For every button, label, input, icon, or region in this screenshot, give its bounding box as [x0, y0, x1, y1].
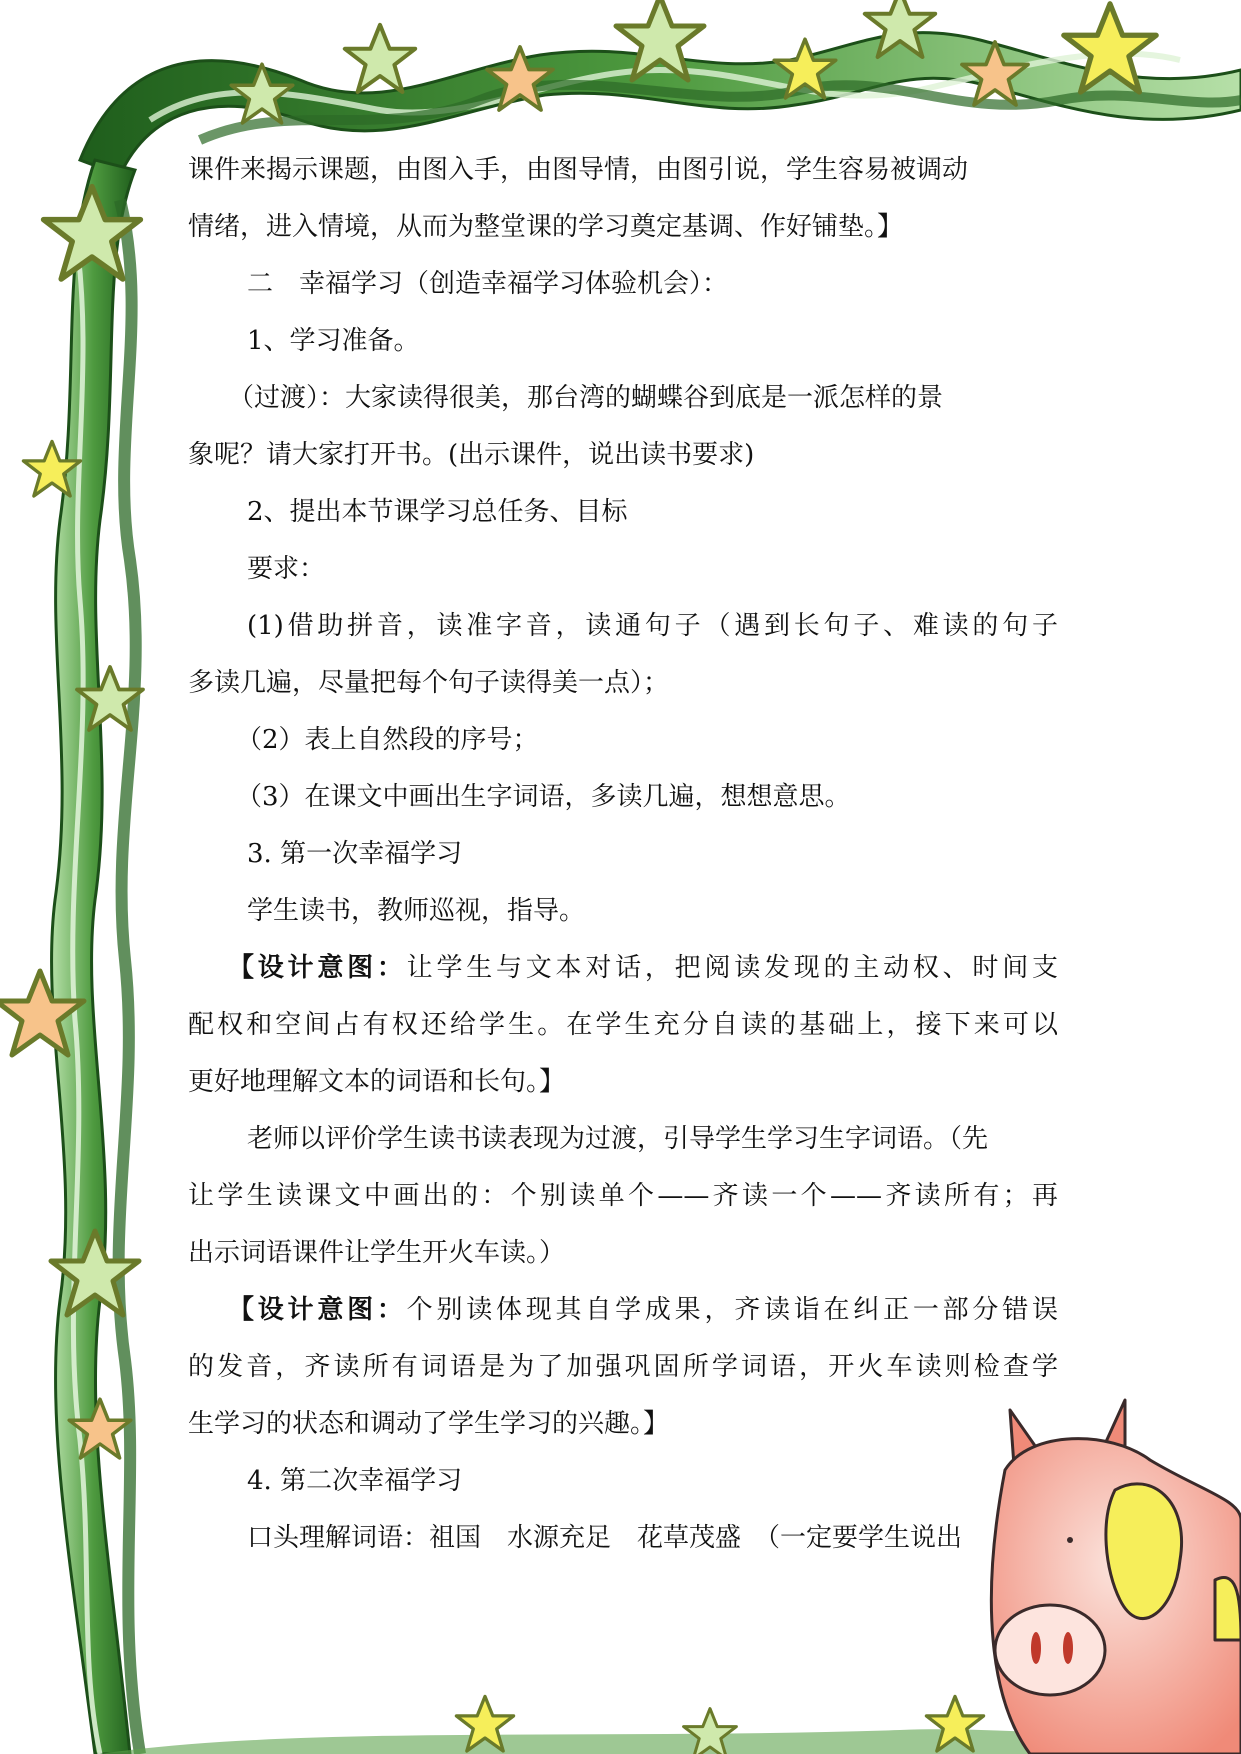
paragraph-line [188, 826, 1058, 883]
paragraph-line [188, 769, 1058, 826]
paragraph-text: 多读几遍，尽量把每个句子读得美一点）； [188, 668, 670, 698]
paragraph-text: 1、学习准备。 [247, 326, 420, 356]
paragraph-text: 情绪，进入情境，从而为整堂课的学习奠定基调、作好铺垫。】 [188, 212, 904, 242]
paragraph-line [188, 1168, 1058, 1225]
paragraph-text: 4. 第二次幸福学习 [247, 1466, 463, 1496]
paragraph-text: （3）在课文中画出生字词语，多读几遍，想想意思。 [236, 782, 851, 812]
paragraph-text: 老师以评价学生读书读表现为过渡，引导学生学习生字词语。（先 [247, 1124, 989, 1154]
paragraph-text: 出示词语课件让学生开火车读。） [188, 1238, 566, 1268]
paragraph-text: 让学生与文本对话，把阅读发现的主动权、时间支 [406, 953, 1058, 983]
paragraph-text: 个别读体现其自学成果，齐读诣在纠正一部分错误 [406, 1295, 1058, 1325]
paragraph-line [188, 1510, 1058, 1567]
paragraph-text: 3. 第一次幸福学习 [247, 839, 463, 869]
paragraph-text: 象呢？请大家打开书。(出示课件，说出读书要求) [188, 440, 755, 470]
pig-eye [1067, 1537, 1073, 1543]
paragraph-line [188, 1111, 1058, 1168]
paragraph-line [188, 997, 1058, 1054]
paragraph-text: 让学生读课文中画出的：个别读单个——齐读一个——齐读所有；再 [188, 1181, 1058, 1211]
design-intent-label: 【设计意图： [228, 953, 407, 983]
paragraph-text: 配权和空间占有权还给学生。在学生充分自读的基础上，接下来可以 [188, 1010, 1058, 1040]
document-body [188, 142, 1058, 1567]
paragraph-text: 学生读书，教师巡视，指导。 [247, 896, 586, 926]
paragraph-line [188, 1225, 1058, 1282]
design-intent-line [188, 940, 1058, 997]
paragraph-text: 生学习的状态和调动了学生学习的兴趣。】 [188, 1409, 670, 1439]
paragraph-line [188, 1054, 1058, 1111]
star-icon [345, 25, 415, 92]
paragraph-line [188, 1339, 1058, 1396]
paragraph-line [188, 598, 1058, 655]
paragraph-text: 口头理解词语：祖国 水源充足 花草茂盛 （一定要学生说出 [247, 1523, 963, 1553]
paragraph-line [188, 1396, 1058, 1453]
left-vine [52, 160, 140, 1754]
paragraph-line [188, 541, 1058, 598]
paragraph-line [188, 655, 1058, 712]
paragraph-text: 更好地理解文本的词语和长句。】 [188, 1067, 566, 1097]
design-intent-line [188, 1282, 1058, 1339]
paragraph-text: 2、提出本节课学习总任务、目标 [247, 497, 628, 527]
paragraph-text: 要求： [247, 554, 326, 584]
paragraph-text: 二 幸福学习（创造幸福学习体验机会）： [247, 269, 729, 299]
paragraph-line [188, 256, 1058, 313]
paragraph-line [188, 427, 1058, 484]
paragraph-line [188, 1453, 1058, 1510]
paragraph-text: 的发音，齐读所有词语是为了加强巩固所学词语，开火车读则检查学 [188, 1352, 1058, 1382]
paragraph-text: 课件来揭示课题，由图入手，由图导情，由图引说，学生容易被调动 [188, 155, 969, 185]
paragraph-line [188, 712, 1058, 769]
paragraph-line [188, 883, 1058, 940]
pig-nostril [1063, 1632, 1073, 1664]
pig-snout [995, 1605, 1105, 1695]
paragraph-text: （过渡）：大家读得很美，那台湾的蝴蝶谷到底是一派怎样的景 [228, 383, 944, 413]
pig-nostril [1031, 1632, 1041, 1664]
paragraph-text: (1)借助拼音，读准字音，读通句子（遇到长句子、难读的句子 [247, 611, 1058, 641]
design-intent-label: 【设计意图： [228, 1295, 407, 1325]
paragraph-line [188, 484, 1058, 541]
paragraph-line [188, 142, 1058, 199]
paragraph-text: （2）表上自然段的序号； [236, 725, 539, 755]
paragraph-line [188, 370, 1058, 427]
paragraph-line [188, 199, 1058, 256]
paragraph-line [188, 313, 1058, 370]
